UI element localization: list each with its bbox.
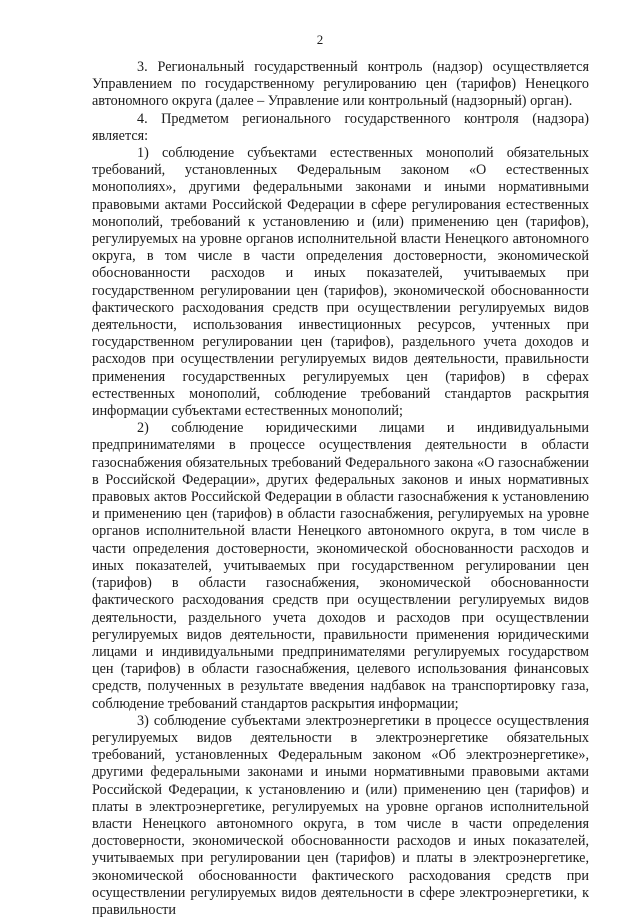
- paragraph-item-4: 4. Предметом регионального государственного контроля (надзора) является:: [92, 110, 589, 144]
- page-number: 2: [316, 32, 324, 47]
- document-body: [92, 59, 589, 919]
- paragraph-subitem-1: 1) соблюдение субъектами естественных монополий обязательных требований, установленных Федеральным законом «О естественных монополиях», другими федеральными законами и иными нормативными правовыми актами Российской Федерации в сфере регулирования естественных монополий, требований к установлению и (или) применению цен (тарифов), регулируемых на уровне органов исполнительной власти Ненецкого автономного округа, в том числе в части определения достоверности, экономической обоснованности расходов и иных показателей, учитываемых при государственном регулировании цен (тарифов), экономической обоснованности фактического расходования средств при осуществлении регулируемых видов деятельности, использования инвестиционных ресурсов, учтенных при государственном регулировании цен (тарифов), раздельного учета доходов и расходов при осуществлении регулируемых видов деятельности, правильности применения государственных регулируемых цен (тарифов) в сферах естественных монополий, соблюдение требований стандартов раскрытия информации субъектами естественных монополий;: [92, 145, 589, 420]
- paragraph-subitem-2: 2) соблюдение юридическими лицами и индивидуальными предпринимателями в процессе осуществления деятельности в области газоснабжения обязательных требований Федерального закона «О газоснабжении в Российской Федерации», других федеральных законов и иных нормативных правовых актов Российской Федерации в области газоснабжения к установлению и применению цен (тарифов) в области газоснабжения, регулируемых на уровне органов исполнительной власти Ненецкого автономного округа, в том числе в части определения достоверности, экономической обоснованности расходов и иных показателей, учитываемых при государственном регулировании цен (тарифов) в области газоснабжения, экономической обоснованности фактического расходования средств при осуществлении регулируемых видов деятельности, раздельного учета доходов и расходов при осуществлении регулируемых видов деятельности, правильности применения юридическими лицами и индивидуальными предпринимателями регулируемых государством цен (тарифов) в области газоснабжения, целевого использования финансовых средств, полученных в результате введения надбавок на транспортировку газа, соблюдение требований стандартов раскрытия информации;: [92, 420, 589, 712]
- paragraph-subitem-3: 3) соблюдение субъектами электроэнергетики в процессе осуществления регулируемых видов деятельности в электроэнергетике обязательных требований, установленных Федеральным законом «Об электроэнергетике», другими федеральными законами и иными нормативными правовыми актами Российской Федерации, к установлению и (или) применению цен (тарифов) и платы в электроэнергетике, регулируемых на уровне органов исполнительной власти Ненецкого автономного округа, в том числе в части определения достоверности, экономической обоснованности расходов и иных показателей, учитываемых при регулировании цен (тарифов) и платы в электроэнергетике, экономической обоснованности фактического расходования средств при осуществлении регулируемых видов деятельности в сфере электроэнергетики, к правильности: [92, 712, 589, 918]
- paragraph-item-3: 3. Региональный государственный контроль (надзор) осуществляется Управлением по государственному регулированию цен (тарифов) Ненецкого автономного округа (далее – Управление или контрольный (надзорный) орган).: [92, 59, 589, 110]
